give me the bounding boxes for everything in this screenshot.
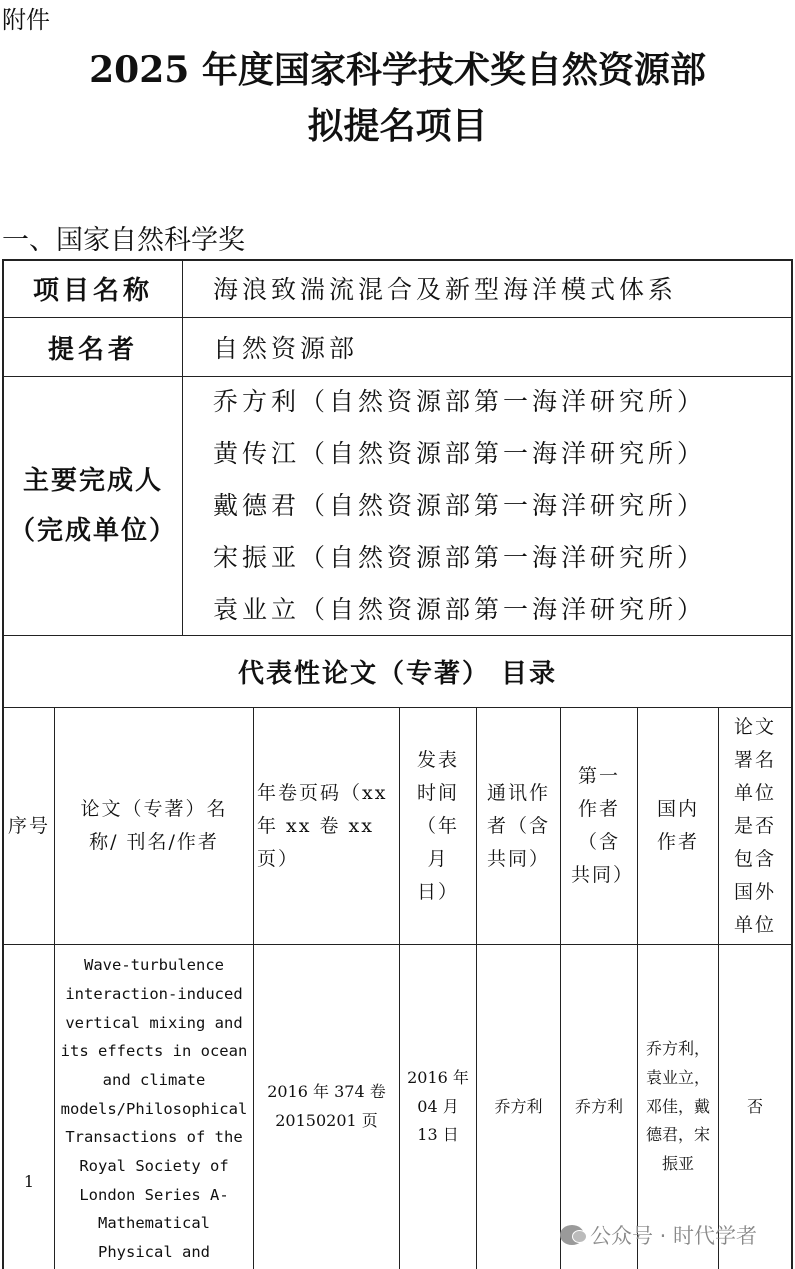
row-pages: 2016 年 374 卷 20150201 页 xyxy=(267,1082,386,1130)
row-domestic-authors: 乔方利，袁业立，邓佳，戴德君，宋振亚 xyxy=(645,1039,710,1174)
col-header-date: 发表时间（年月日） xyxy=(416,748,459,903)
title-line: Mathematical xyxy=(98,1214,210,1233)
completers-list xyxy=(183,377,791,635)
completer-item: 宋振亚（自然资源部第一海洋研究所） xyxy=(213,543,707,572)
nominator-label: 提名者 xyxy=(47,334,138,365)
wechat-icon xyxy=(560,1225,584,1245)
col-header-domestic: 国内作者 xyxy=(656,798,699,853)
row-corresponding: 乔方利 xyxy=(494,1096,543,1116)
completer-item: 袁业立（自然资源部第一海洋研究所） xyxy=(213,595,707,624)
page-title-line2: 拟提名项目 xyxy=(307,105,488,147)
watermark xyxy=(560,1220,757,1250)
row-title xyxy=(55,945,253,1269)
completer-item: 乔方利（自然资源部第一海洋研究所） xyxy=(213,387,707,416)
row-index: 1 xyxy=(23,1171,35,1191)
title-line: Transactions of the xyxy=(65,1128,243,1147)
project-name-value: 海浪致湍流混合及新型海洋模式体系 xyxy=(213,275,678,304)
title-line: London Series A- xyxy=(79,1185,229,1204)
completers-label-line2: （完成单位） xyxy=(8,516,177,546)
attachment-label: 附件 xyxy=(2,6,50,34)
nominator-value: 自然资源部 xyxy=(213,334,359,363)
completer-item: 戴德君（自然资源部第一海洋研究所） xyxy=(213,491,707,520)
title-line: Royal Society of xyxy=(79,1157,229,1176)
title-line: Wave-turbulence xyxy=(84,956,224,975)
title-line: and climate xyxy=(102,1070,206,1089)
nomination-table xyxy=(2,259,793,1269)
completers-label-line1: 主要完成人 xyxy=(22,466,163,496)
page-title-line1: 2025 年度国家科学技术奖自然资源部 xyxy=(89,49,706,91)
col-header-first-author: 第一作者（含共同） xyxy=(571,765,635,886)
title-line: its effects in ocean xyxy=(60,1042,248,1061)
project-name-label: 项目名称 xyxy=(32,275,153,306)
title-line: models/Philosophical xyxy=(60,1099,248,1118)
title-line: Physical and xyxy=(98,1243,210,1262)
completers-label xyxy=(4,377,182,635)
watermark-text: 公众号 · 时代学者 xyxy=(590,1224,758,1248)
col-header-title: 论文（专著）名称/ 刊名/作者 xyxy=(80,798,228,853)
col-header-index: 序号 xyxy=(7,814,50,837)
section-heading: 一、国家自然科学奖 xyxy=(2,225,245,256)
title-line: interaction-induced xyxy=(65,984,243,1003)
col-header-pages: 年卷页码（xx年 xx 卷 xx页） xyxy=(257,781,388,870)
title-line: vertical mixing and xyxy=(65,1013,243,1032)
papers-heading: 代表性论文（专著） 目录 xyxy=(237,659,558,689)
col-header-foreign: 论文署名单位是否包含国外单位 xyxy=(733,715,776,936)
completer-item: 黄传江（自然资源部第一海洋研究所） xyxy=(213,439,707,468)
row-date: 2016 年 04 月 13 日 xyxy=(407,1067,469,1145)
row-first-author: 乔方利 xyxy=(574,1096,623,1116)
col-header-corresponding: 通讯作者（含共同） xyxy=(487,781,551,870)
row-foreign-unit: 否 xyxy=(746,1096,763,1116)
